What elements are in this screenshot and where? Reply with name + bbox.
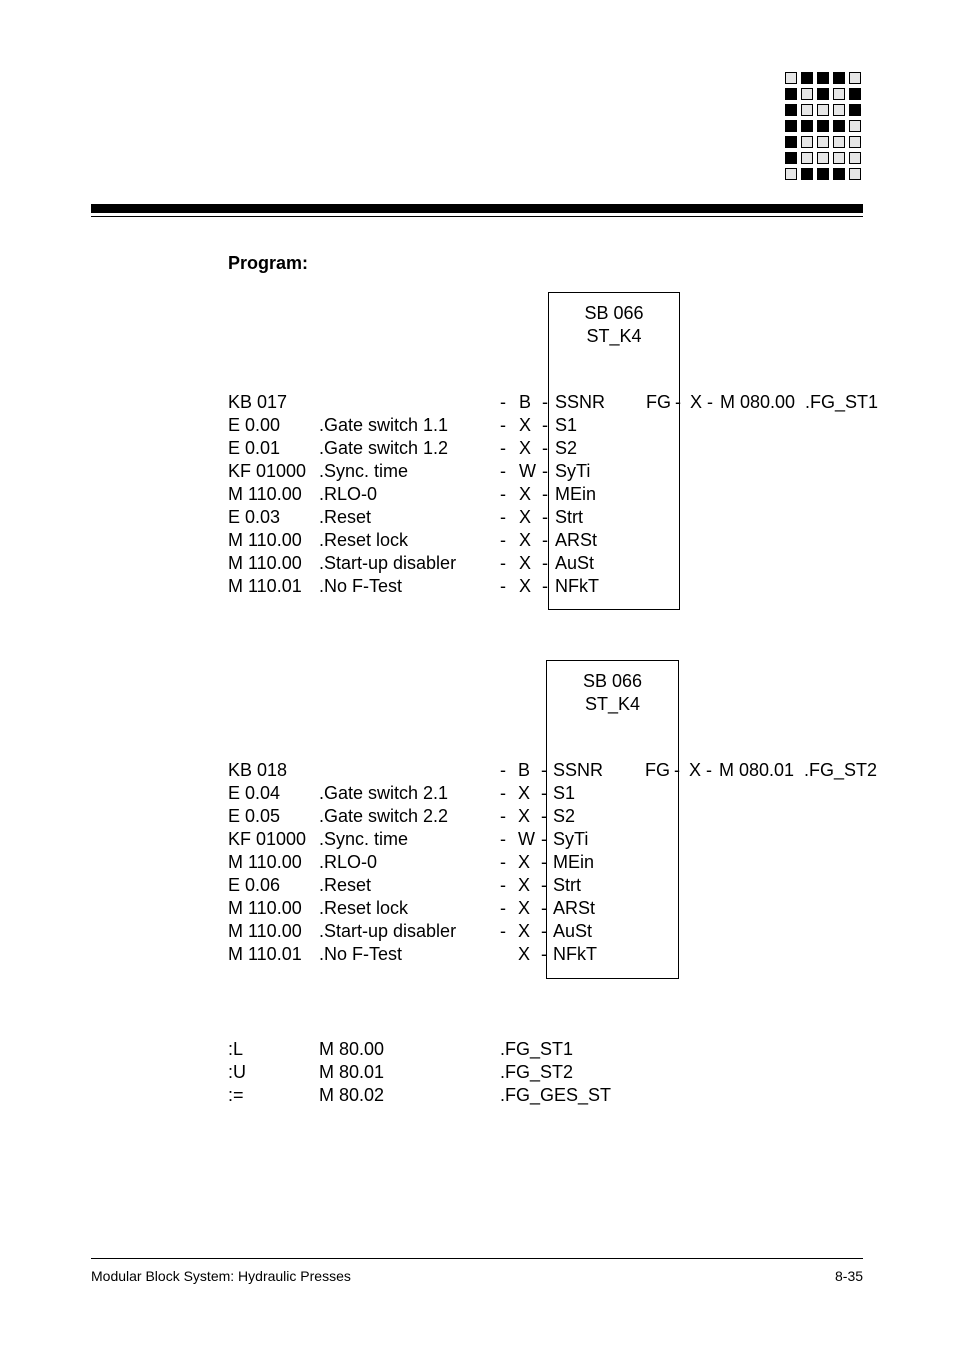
input-pin: SyTi	[553, 829, 589, 849]
input-comment: .Start-up disabler	[319, 553, 457, 573]
input-dash: -	[500, 829, 506, 849]
footer-title: Modular Block System: Hydraulic Presses	[91, 1268, 351, 1284]
footer-rule	[91, 1258, 863, 1259]
output-dash: -	[675, 392, 681, 412]
input-sep: -	[541, 944, 547, 964]
input-sep: -	[541, 806, 547, 826]
input-pin: S2	[555, 438, 578, 458]
input-type: X	[519, 484, 532, 504]
logo-cell	[817, 136, 829, 148]
input-dash: -	[500, 461, 506, 481]
stl-operation: :=	[228, 1085, 244, 1105]
logo-cell	[849, 72, 861, 84]
logo-cell	[801, 136, 813, 148]
input-dash: -	[500, 507, 506, 527]
input-dash: -	[500, 921, 506, 941]
input-pin: Strt	[555, 507, 584, 527]
input-comment: .Reset lock	[319, 898, 409, 918]
input-operand: KB 017	[228, 392, 288, 412]
input-operand: M 110.00	[228, 484, 302, 504]
input-operand: E 0.01	[228, 438, 281, 458]
logo-cell	[849, 152, 861, 164]
output-dash: -	[674, 760, 680, 780]
input-type: X	[518, 852, 531, 872]
input-pin: AuSt	[553, 921, 593, 941]
input-sep: -	[541, 898, 547, 918]
input-sep: -	[541, 875, 547, 895]
input-comment: .Gate switch 2.2	[319, 806, 449, 826]
stl-operation: :U	[228, 1062, 246, 1082]
stl-comment: .FG_ST2	[500, 1062, 574, 1082]
input-type: X	[519, 415, 532, 435]
input-comment: .Gate switch 2.1	[319, 783, 449, 803]
input-operand: M 110.01	[228, 944, 302, 964]
input-dash: -	[500, 875, 506, 895]
input-type: X	[519, 438, 532, 458]
input-comment: .Gate switch 1.2	[319, 438, 449, 458]
output-sep: -	[706, 760, 712, 780]
section-heading: Program:	[228, 253, 309, 273]
stl-comment: .FG_ST1	[500, 1039, 574, 1059]
logo-cell	[785, 120, 797, 132]
input-type: X	[519, 530, 532, 550]
input-dash: -	[500, 806, 506, 826]
input-type: X	[518, 806, 531, 826]
input-dash: -	[500, 760, 506, 780]
input-sep: -	[542, 438, 548, 458]
input-type: X	[518, 944, 531, 964]
input-comment: .Reset	[319, 875, 372, 895]
input-operand: M 110.00	[228, 852, 302, 872]
logo-cell	[833, 120, 845, 132]
input-operand: E 0.05	[228, 806, 281, 826]
input-operand: E 0.03	[228, 507, 281, 527]
logo-cell	[801, 72, 813, 84]
output-type: X	[690, 392, 703, 412]
input-pin: ARSt	[553, 898, 596, 918]
input-sep: -	[541, 829, 547, 849]
input-sep: -	[542, 484, 548, 504]
input-type: X	[518, 875, 531, 895]
input-pin: NFkT	[553, 944, 597, 964]
logo-cell	[785, 168, 797, 180]
input-comment: .No F-Test	[319, 944, 403, 964]
input-operand: KF 01000	[228, 829, 307, 849]
input-operand: E 0.00	[228, 415, 281, 435]
output-type: X	[689, 760, 702, 780]
header-rule-thin	[91, 216, 863, 217]
input-operand: KB 018	[228, 760, 288, 780]
logo-cell	[849, 136, 861, 148]
logo-cell	[801, 104, 813, 116]
output-pin: FG	[645, 760, 670, 780]
input-type: X	[518, 783, 531, 803]
logo-cell	[833, 72, 845, 84]
input-pin: AuSt	[555, 553, 595, 573]
logo-cell	[833, 136, 845, 148]
input-comment: .Sync. time	[319, 829, 409, 849]
logo-cell	[785, 136, 797, 148]
input-pin: Strt	[553, 875, 582, 895]
logo-cell	[785, 72, 797, 84]
stl-operand: M 80.00	[319, 1039, 385, 1059]
input-comment: .RLO-0	[319, 484, 378, 504]
input-sep: -	[542, 461, 548, 481]
input-comment: .RLO-0	[319, 852, 378, 872]
logo-cell	[801, 120, 813, 132]
logo-cell	[817, 120, 829, 132]
input-dash: -	[500, 392, 506, 412]
input-comment: .Sync. time	[319, 461, 409, 481]
input-pin: SSNR	[553, 760, 604, 780]
input-operand: KF 01000	[228, 461, 307, 481]
logo-cell	[785, 88, 797, 100]
input-comment: .Start-up disabler	[319, 921, 457, 941]
input-operand: M 110.00	[228, 530, 302, 550]
logo-cell	[849, 88, 861, 100]
input-type: X	[518, 921, 531, 941]
logo-cell	[801, 152, 813, 164]
logo-cell	[849, 168, 861, 180]
logo-cell	[785, 104, 797, 116]
input-comment: .Reset	[319, 507, 372, 527]
stl-operand: M 80.02	[319, 1085, 385, 1105]
stl-operand: M 80.01	[319, 1062, 385, 1082]
logo-cell	[833, 168, 845, 180]
logo-cell	[801, 168, 813, 180]
input-type: B	[519, 392, 532, 412]
input-comment: .Gate switch 1.1	[319, 415, 449, 435]
input-type: B	[518, 760, 531, 780]
input-operand: M 110.00	[228, 921, 302, 941]
logo-cell	[817, 88, 829, 100]
output-pin: FG	[646, 392, 671, 412]
input-sep: -	[541, 921, 547, 941]
input-operand: M 110.00	[228, 553, 302, 573]
input-dash: -	[500, 783, 506, 803]
logo-cell	[801, 88, 813, 100]
input-dash: -	[500, 553, 506, 573]
page-number: 8-35	[835, 1268, 864, 1284]
input-type: X	[519, 553, 532, 573]
input-operand: E 0.06	[228, 875, 281, 895]
block-name: SB 066	[584, 303, 644, 323]
input-pin: S1	[553, 783, 576, 803]
input-dash: -	[500, 415, 506, 435]
input-pin: ARSt	[555, 530, 598, 550]
input-type: W	[518, 829, 535, 849]
logo-cell	[817, 168, 829, 180]
input-type: X	[519, 507, 532, 527]
output-operand: M 080.01	[719, 760, 795, 780]
input-pin: SyTi	[555, 461, 591, 481]
block-symbol: ST_K4	[584, 694, 641, 714]
input-dash: -	[500, 438, 506, 458]
input-dash: -	[500, 530, 506, 550]
logo-cell	[849, 120, 861, 132]
input-sep: -	[542, 392, 548, 412]
input-sep: -	[542, 553, 548, 573]
input-sep: -	[542, 530, 548, 550]
logo-cell	[833, 152, 845, 164]
stl-comment: .FG_GES_ST	[500, 1085, 612, 1105]
input-sep: -	[541, 783, 547, 803]
block-symbol: ST_K4	[586, 326, 642, 346]
logo-cell	[833, 88, 845, 100]
logo-cell	[817, 72, 829, 84]
input-operand: M 110.01	[228, 576, 302, 596]
input-pin: S1	[555, 415, 578, 435]
input-pin: SSNR	[555, 392, 606, 412]
input-sep: -	[541, 852, 547, 872]
input-comment: .Reset lock	[319, 530, 409, 550]
input-sep: -	[541, 760, 547, 780]
input-dash: -	[500, 852, 506, 872]
logo-icon	[785, 72, 865, 184]
output-comment: .FG_ST2	[804, 760, 878, 780]
input-operand: E 0.04	[228, 783, 281, 803]
input-pin: MEin	[553, 852, 595, 872]
block-name: SB 066	[582, 671, 643, 691]
logo-cell	[817, 104, 829, 116]
logo-cell	[817, 152, 829, 164]
input-type: X	[519, 576, 532, 596]
input-pin: MEin	[555, 484, 597, 504]
stl-operation: :L	[228, 1039, 244, 1059]
logo-cell	[849, 104, 861, 116]
input-type: W	[519, 461, 536, 481]
input-sep: -	[542, 415, 548, 435]
input-dash: -	[500, 898, 506, 918]
input-pin: S2	[553, 806, 576, 826]
input-sep: -	[542, 576, 548, 596]
logo-cell	[833, 104, 845, 116]
input-pin: NFkT	[555, 576, 599, 596]
input-dash: -	[500, 576, 506, 596]
input-comment: .No F-Test	[319, 576, 403, 596]
output-comment: .FG_ST1	[805, 392, 879, 412]
input-dash: -	[500, 484, 506, 504]
logo-cell	[785, 152, 797, 164]
output-operand: M 080.00	[720, 392, 796, 412]
input-operand: M 110.00	[228, 898, 302, 918]
output-sep: -	[707, 392, 713, 412]
input-type: X	[518, 898, 531, 918]
input-sep: -	[542, 507, 548, 527]
header-rule	[91, 204, 863, 213]
